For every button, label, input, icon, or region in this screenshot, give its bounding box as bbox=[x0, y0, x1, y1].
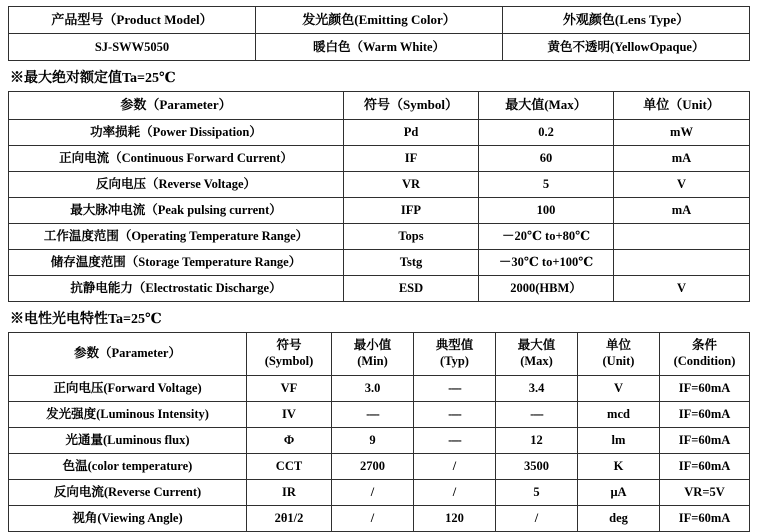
model-header-product: 产品型号（Product Model） bbox=[9, 7, 256, 34]
model-header-emitting-color: 发光颜色(Emitting Color） bbox=[256, 7, 503, 34]
eo-cell-parameter: 反向电流(Reverse Current) bbox=[9, 480, 247, 506]
eo-cell-min: 3.0 bbox=[332, 376, 414, 402]
model-value-product: SJ-SWW5050 bbox=[9, 34, 256, 61]
table-row bbox=[9, 480, 750, 506]
abs-cell-symbol: Pd bbox=[344, 120, 479, 146]
eo-cell-unit: V bbox=[578, 376, 660, 402]
eo-cell-condition: VR=5V bbox=[660, 480, 750, 506]
abs-cell-max: 5 bbox=[479, 172, 614, 198]
eo-cell-max: 5 bbox=[496, 480, 578, 506]
eo-cell-condition: IF=60mA bbox=[660, 376, 750, 402]
table-row bbox=[9, 250, 750, 276]
model-value-emitting-color: 暖白色（Warm White） bbox=[256, 34, 503, 61]
abs-cell-parameter: 反向电压（Reverse Voltage） bbox=[9, 172, 344, 198]
table-header-row bbox=[9, 92, 750, 120]
table-row bbox=[9, 376, 750, 402]
table-row bbox=[9, 34, 750, 61]
eo-cell-typ: / bbox=[414, 480, 496, 506]
eo-cell-condition: IF=60mA bbox=[660, 428, 750, 454]
eo-cell-symbol: VF bbox=[247, 376, 332, 402]
abs-cell-unit: mA bbox=[614, 146, 750, 172]
eo-header-symbol: 符号 (Symbol) bbox=[247, 333, 332, 376]
abs-cell-parameter: 功率损耗（Power Dissipation） bbox=[9, 120, 344, 146]
eo-cell-condition: IF=60mA bbox=[660, 506, 750, 532]
abs-cell-parameter: 工作温度范围（Operating Temperature Range） bbox=[9, 224, 344, 250]
abs-cell-symbol: Tops bbox=[344, 224, 479, 250]
abs-cell-symbol: VR bbox=[344, 172, 479, 198]
eo-cell-typ: 120 bbox=[414, 506, 496, 532]
eo-cell-symbol: CCT bbox=[247, 454, 332, 480]
abs-header-unit: 单位（Unit） bbox=[614, 92, 750, 120]
abs-header-parameter: 参数（Parameter） bbox=[9, 92, 344, 120]
abs-cell-parameter: 最大脉冲电流（Peak pulsing current） bbox=[9, 198, 344, 224]
eo-cell-min: 2700 bbox=[332, 454, 414, 480]
eo-cell-parameter: 正向电压(Forward Voltage) bbox=[9, 376, 247, 402]
eo-cell-parameter: 色温(color temperature) bbox=[9, 454, 247, 480]
eo-cell-max: ---- bbox=[496, 402, 578, 428]
eo-cell-unit: K bbox=[578, 454, 660, 480]
abs-cell-unit bbox=[614, 224, 750, 250]
eo-cell-min: / bbox=[332, 506, 414, 532]
eo-cell-max: 3500 bbox=[496, 454, 578, 480]
eo-cell-max: / bbox=[496, 506, 578, 532]
abs-cell-symbol: Tstg bbox=[344, 250, 479, 276]
eo-cell-symbol: 2θ1/2 bbox=[247, 506, 332, 532]
eo-cell-unit: μA bbox=[578, 480, 660, 506]
abs-header-symbol: 符号（Symbol） bbox=[344, 92, 479, 120]
abs-cell-max: 60 bbox=[479, 146, 614, 172]
eo-cell-max: 3.4 bbox=[496, 376, 578, 402]
model-value-lens-type: 黄色不透明(YellowOpaque） bbox=[503, 34, 750, 61]
eo-cell-typ: ---- bbox=[414, 402, 496, 428]
eo-cell-typ: ---- bbox=[414, 376, 496, 402]
absolute-maximum-ratings-table bbox=[8, 91, 750, 302]
product-model-table bbox=[8, 6, 750, 61]
eo-cell-parameter: 发光强度(Luminous Intensity) bbox=[9, 402, 247, 428]
eo-header-unit: 单位 (Unit) bbox=[578, 333, 660, 376]
eo-cell-max: 12 bbox=[496, 428, 578, 454]
abs-cell-max: 100 bbox=[479, 198, 614, 224]
abs-cell-symbol: IFP bbox=[344, 198, 479, 224]
abs-cell-symbol: ESD bbox=[344, 276, 479, 302]
abs-cell-unit bbox=[614, 250, 750, 276]
abs-cell-parameter: 储存温度范围（Storage Temperature Range） bbox=[9, 250, 344, 276]
eo-cell-unit: deg bbox=[578, 506, 660, 532]
table-row bbox=[9, 198, 750, 224]
eo-cell-condition: IF=60mA bbox=[660, 454, 750, 480]
table-row bbox=[9, 224, 750, 250]
abs-header-max: 最大值(Max） bbox=[479, 92, 614, 120]
eo-cell-min: ---- bbox=[332, 402, 414, 428]
eo-header-max: 最大值 (Max) bbox=[496, 333, 578, 376]
eo-cell-unit: lm bbox=[578, 428, 660, 454]
abs-cell-symbol: IF bbox=[344, 146, 479, 172]
electro-optical-title: ※电性光电特性Ta=25℃ bbox=[10, 312, 162, 327]
table-row bbox=[9, 172, 750, 198]
abs-cell-unit: V bbox=[614, 172, 750, 198]
eo-cell-symbol: IR bbox=[247, 480, 332, 506]
model-header-lens-type: 外观颜色(Lens Type） bbox=[503, 7, 750, 34]
abs-cell-max: 2000(HBM） bbox=[479, 276, 614, 302]
eo-cell-unit: mcd bbox=[578, 402, 660, 428]
table-header-row bbox=[9, 333, 750, 376]
table-row bbox=[9, 146, 750, 172]
eo-cell-symbol: Φ bbox=[247, 428, 332, 454]
table-row bbox=[9, 7, 750, 34]
eo-header-typ: 典型值 (Typ) bbox=[414, 333, 496, 376]
table-row bbox=[9, 506, 750, 532]
abs-cell-unit: mW bbox=[614, 120, 750, 146]
eo-cell-min: / bbox=[332, 480, 414, 506]
eo-cell-typ: / bbox=[414, 454, 496, 480]
abs-cell-max: 0.2 bbox=[479, 120, 614, 146]
abs-cell-max: －30℃ to+100℃ bbox=[479, 250, 614, 276]
abs-cell-parameter: 抗静电能力（Electrostatic Discharge） bbox=[9, 276, 344, 302]
eo-cell-typ: ---- bbox=[414, 428, 496, 454]
eo-cell-parameter: 视角(Viewing Angle) bbox=[9, 506, 247, 532]
eo-cell-condition: IF=60mA bbox=[660, 402, 750, 428]
eo-cell-min: 9 bbox=[332, 428, 414, 454]
abs-cell-unit: mA bbox=[614, 198, 750, 224]
table-row bbox=[9, 428, 750, 454]
table-row bbox=[9, 120, 750, 146]
abs-cell-parameter: 正向电流（Continuous Forward Current） bbox=[9, 146, 344, 172]
abs-cell-max: －20℃ to+80℃ bbox=[479, 224, 614, 250]
table-row bbox=[9, 454, 750, 480]
eo-header-condition: 条件 (Condition) bbox=[660, 333, 750, 376]
eo-cell-parameter: 光通量(Luminous flux) bbox=[9, 428, 247, 454]
abs-cell-unit: V bbox=[614, 276, 750, 302]
eo-header-parameter: 参数（Parameter） bbox=[9, 333, 247, 376]
eo-cell-symbol: IV bbox=[247, 402, 332, 428]
electro-optical-characteristics-table bbox=[8, 332, 750, 532]
table-row bbox=[9, 402, 750, 428]
abs-max-ratings-title: ※最大绝对额定值Ta=25℃ bbox=[10, 71, 176, 86]
table-row bbox=[9, 276, 750, 302]
eo-header-min: 最小值 (Min) bbox=[332, 333, 414, 376]
